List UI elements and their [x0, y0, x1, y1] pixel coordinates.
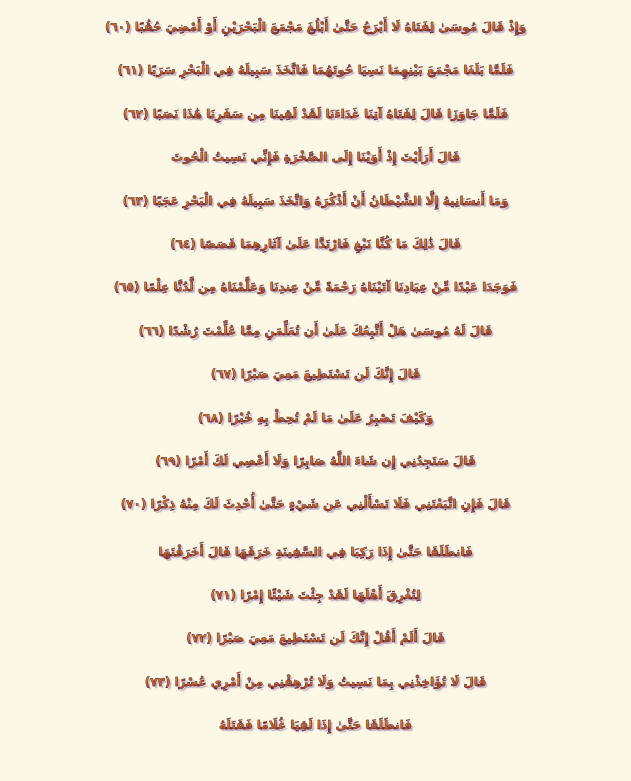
verse-67: قَالَ إِنَّكَ لَن تَسْتَطِيعَ مَعِيَ صَبْرًا (٦٧) — [0, 353, 631, 396]
verse-71-part-2: لِتُغْرِقَ أَهْلَهَا لَقَدْ جِئْتَ شَيْئًا إِمْرًا (٧١) — [0, 574, 631, 617]
verse-66: قَالَ لَهُ مُوسَىٰ هَلْ أَتَّبِعُكَ عَلَىٰ أَن تُعَلِّمَنِ مِمَّا عُلِّمْتَ رُشْدًا (٦٦) — [0, 310, 631, 353]
verse-68: وَكَيْفَ تَصْبِرُ عَلَىٰ مَا لَمْ تُحِطْ بِهِ خُبْرًا (٦٨) — [0, 397, 631, 440]
verse-list — [0, 6, 631, 748]
verse-74-part-1: فَانطَلَقَا حَتَّىٰ إِذَا لَقِيَا غُلَامًا فَقَتَلَهُ — [0, 704, 631, 747]
verse-62: فَلَمَّا جَاوَزَا قَالَ لِفَتَاهُ آتِنَا غَدَاءَنَا لَقَدْ لَقِينَا مِن سَفَرِنَا هَٰذَا نَصَبًا (٦٢) — [0, 93, 631, 136]
verse-65: فَوَجَدَا عَبْدًا مِّنْ عِبَادِنَا آتَيْنَاهُ رَحْمَةً مِّنْ عِندِنَا وَعَلَّمْنَاهُ مِن لَّدُنَّا عِلْمًا (٦٥) — [0, 266, 631, 309]
verse-73: قَالَ لَا تُؤَاخِذْنِي بِمَا نَسِيتُ وَلَا تُرْهِقْنِي مِنْ أَمْرِي عُسْرًا (٧٣) — [0, 661, 631, 704]
verse-72: قَالَ أَلَمْ أَقُلْ إِنَّكَ لَن تَسْتَطِيعَ مَعِيَ صَبْرًا (٧٢) — [0, 617, 631, 660]
verse-61: فَلَمَّا بَلَغَا مَجْمَعَ بَيْنِهِمَا نَسِيَا حُوتَهُمَا فَاتَّخَذَ سَبِيلَهُ فِي الْبَحْرِ سَرَبًا (٦١) — [0, 49, 631, 92]
verse-69: قَالَ سَتَجِدُنِي إِن شَاءَ اللَّهُ صَابِرًا وَلَا أَعْصِي لَكَ أَمْرًا (٦٩) — [0, 440, 631, 483]
verse-63-part-2: وَمَا أَنسَانِيهُ إِلَّا الشَّيْطَانُ أَنْ أَذْكُرَهُ وَاتَّخَذَ سَبِيلَهُ فِي الْبَحْرِ عَجَبًا (٦٣) — [0, 180, 631, 223]
verse-71-part-1: فَانطَلَقَا حَتَّىٰ إِذَا رَكِبَا فِي السَّفِينَةِ خَرَقَهَا قَالَ أَخَرَقْتَهَا — [0, 531, 631, 574]
verse-70: قَالَ فَإِنِ اتَّبَعْتَنِي فَلَا تَسْأَلْنِي عَن شَيْءٍ حَتَّىٰ أُحْدِثَ لَكَ مِنْهُ ذِكْرًا (٧٠) — [0, 483, 631, 526]
verse-60: وَإِذْ قَالَ مُوسَىٰ لِفَتَاهُ لَا أَبْرَحُ حَتَّىٰ أَبْلُغَ مَجْمَعَ الْبَحْرَيْنِ أَوْ أَمْضِيَ حُقُبًا (٦٠) — [0, 6, 631, 49]
verse-64: قَالَ ذَٰلِكَ مَا كُنَّا نَبْغِ فَارْتَدَّا عَلَىٰ آثَارِهِمَا قَصَصًا (٦٤) — [0, 223, 631, 266]
verse-63-part-1: قَالَ أَرَأَيْتَ إِذْ أَوَيْنَا إِلَى الصَّخْرَةِ فَإِنِّي نَسِيتُ الْحُوتَ — [0, 136, 631, 179]
